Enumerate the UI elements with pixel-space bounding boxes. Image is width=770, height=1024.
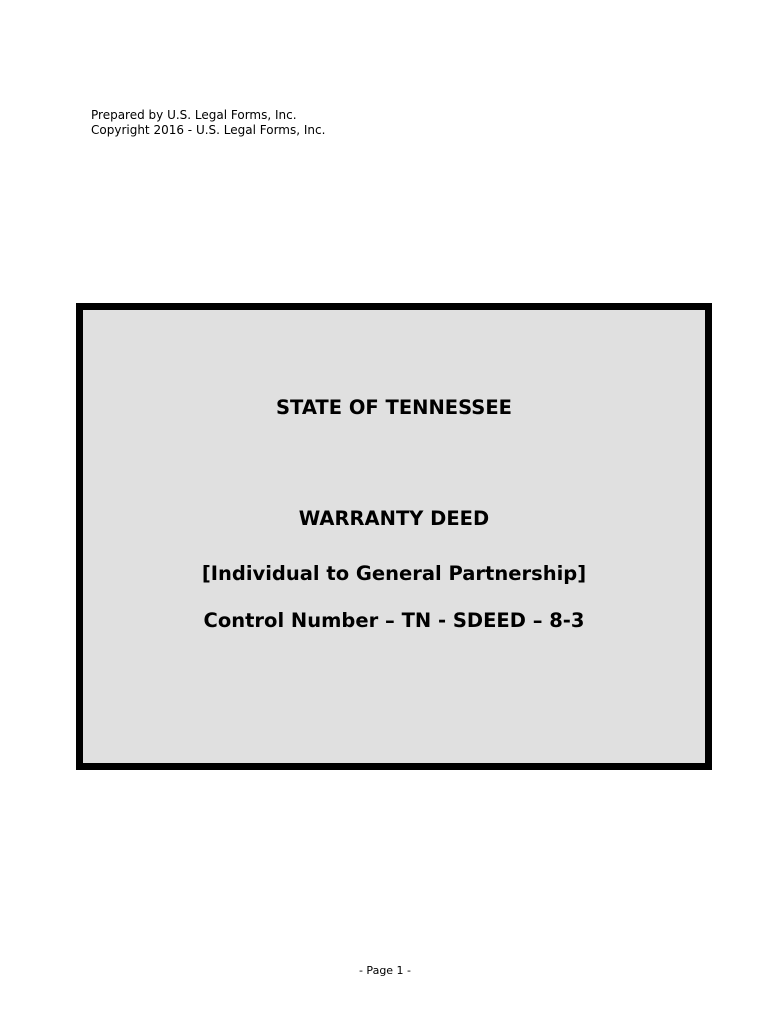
deed-type-subtitle: [Individual to General Partnership] [201, 562, 587, 585]
copyright-line: Copyright 2016 - U.S. Legal Forms, Inc. [91, 123, 326, 137]
cover-title-box [76, 303, 712, 770]
page-number: - Page 1 - [358, 964, 412, 977]
state-heading: STATE OF TENNESSEE [276, 396, 512, 419]
prepared-by-line: Prepared by U.S. Legal Forms, Inc. [91, 108, 297, 122]
document-title: WARRANTY DEED [298, 507, 490, 530]
preparer-block [91, 108, 325, 138]
control-number: Control Number – TN - SDEED – 8-3 [203, 609, 585, 632]
